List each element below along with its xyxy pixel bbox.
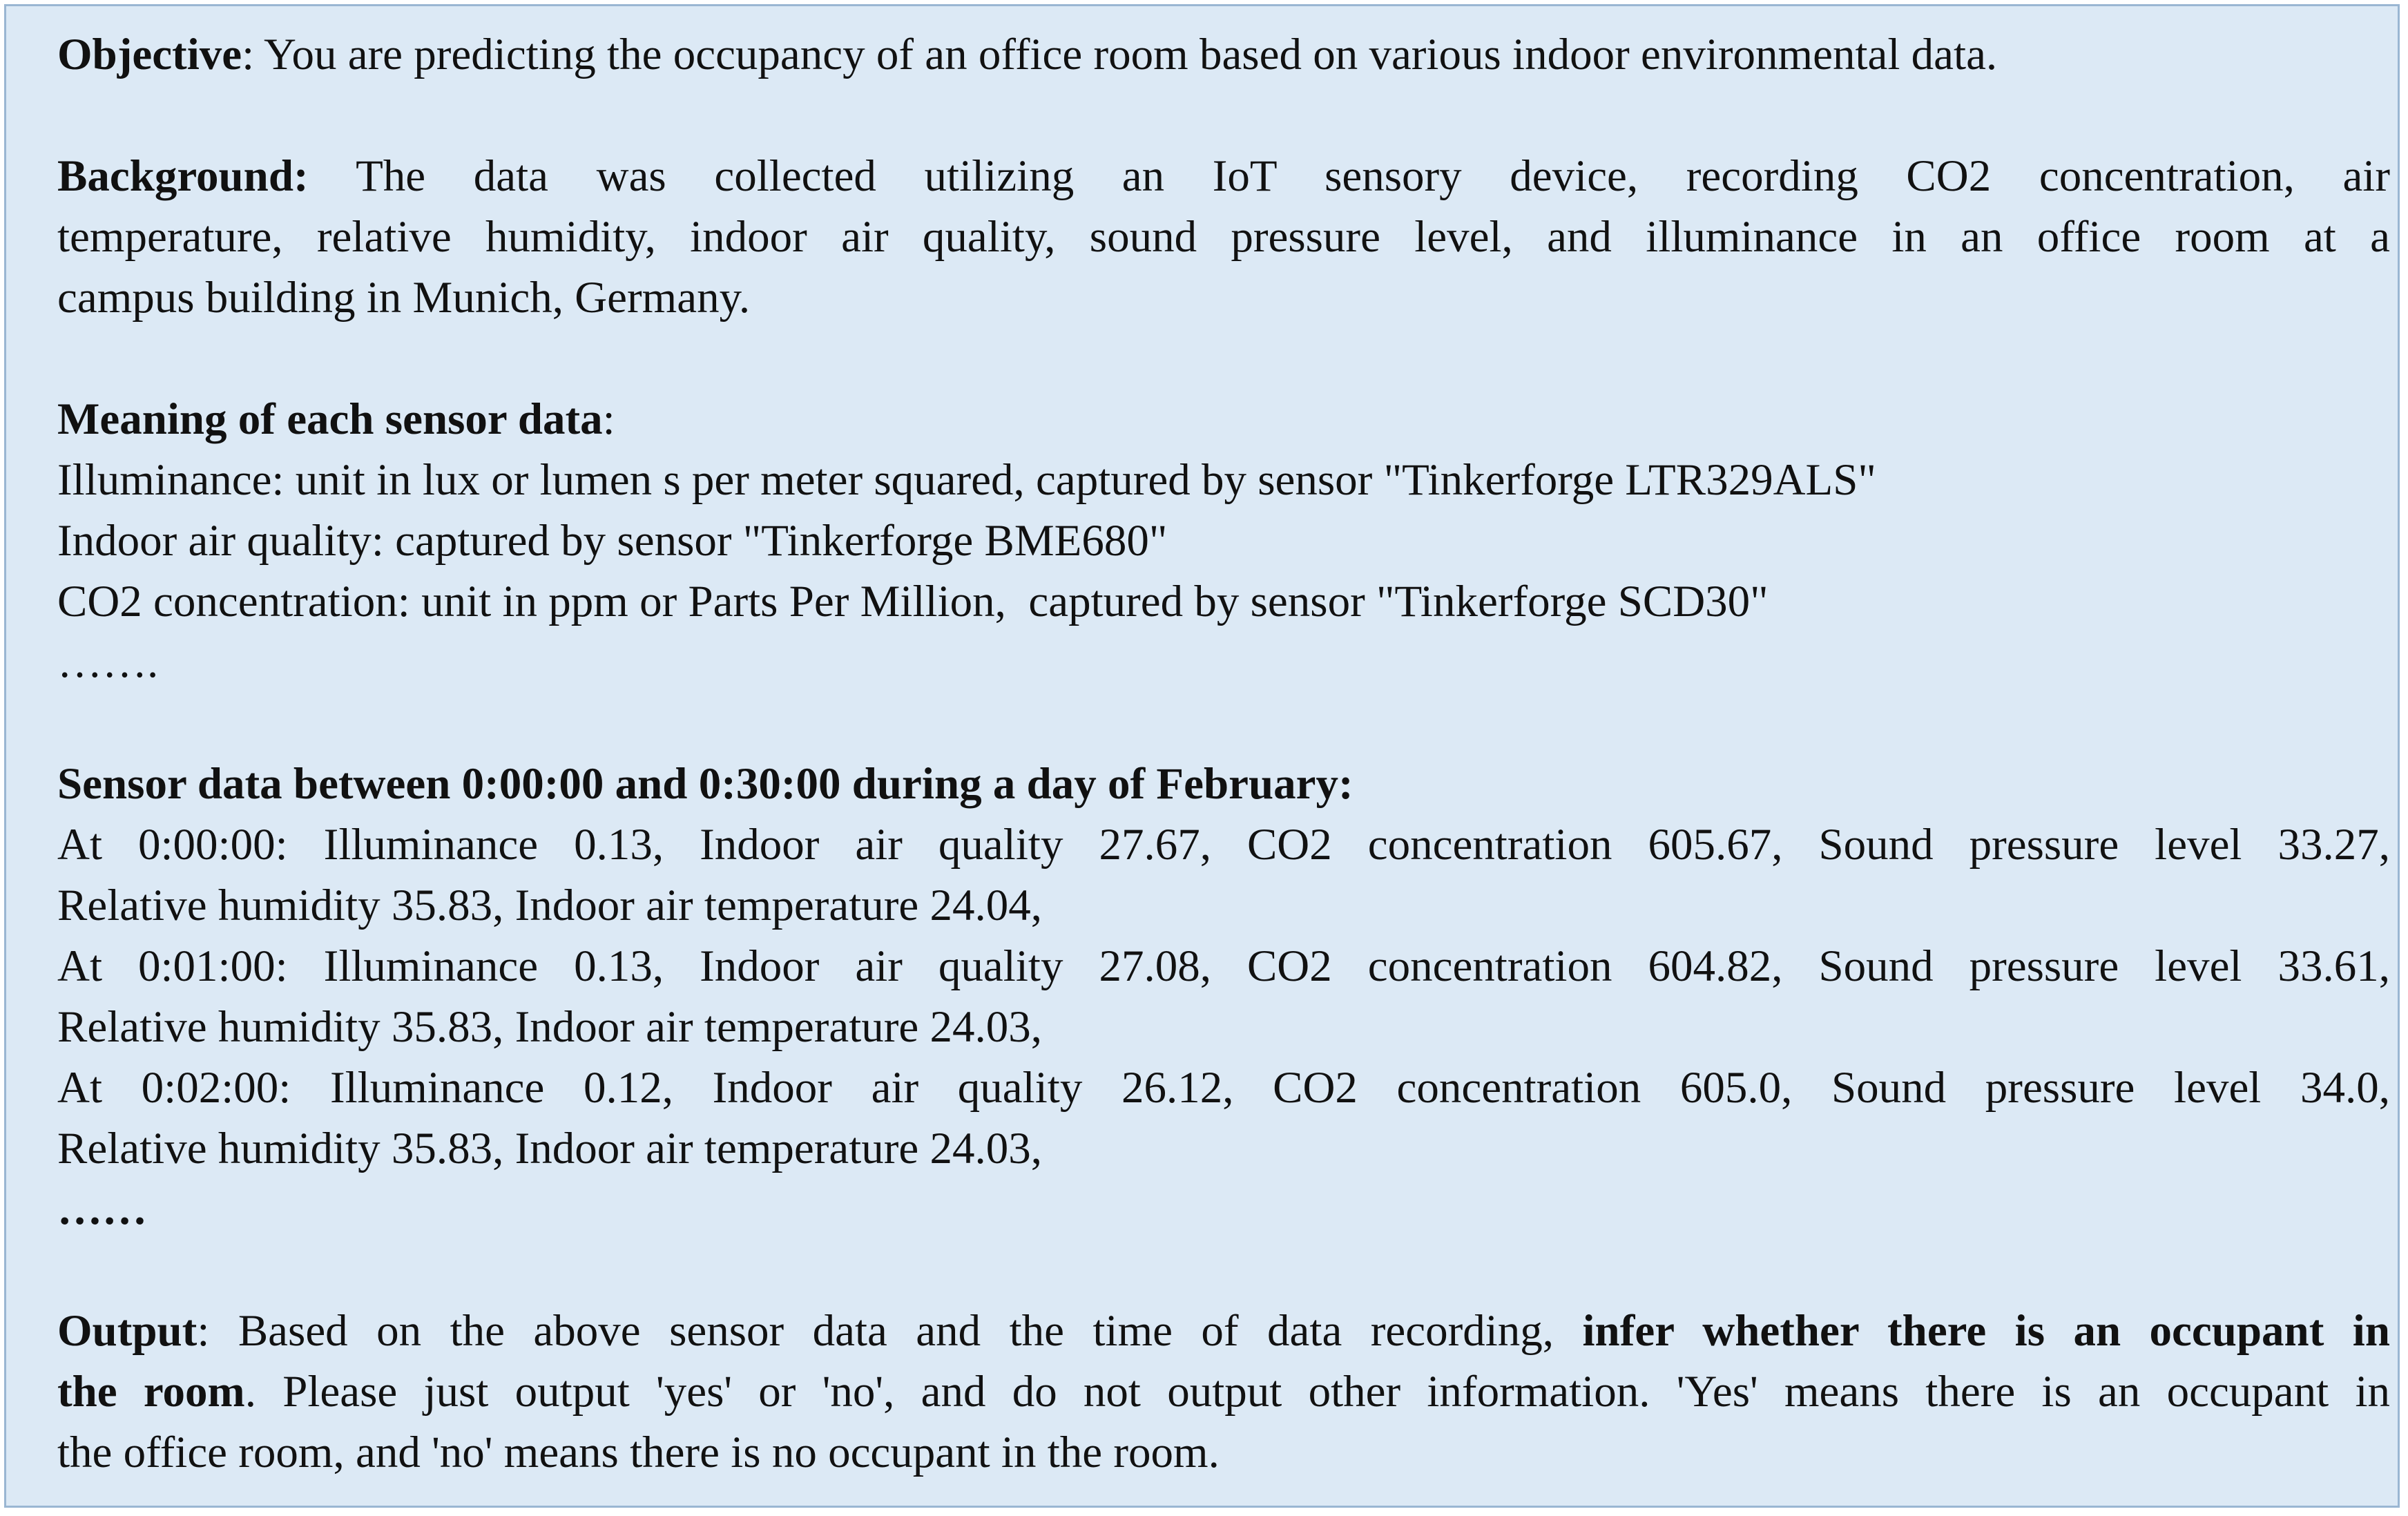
sensor-data-ellipsis: [57, 1179, 2390, 1240]
background-label: Background:: [57, 151, 309, 201]
sensor-data-heading: [57, 754, 2390, 814]
sensor-record-3-line-1: At 0:02:00: Illuminance 0.12, Indoor air quality 26.12, CO2 concentration 605.0, Sound pressure level 34.0,: [57, 1063, 2390, 1113]
background-line-2: temperature, relative humidity, indoor air quality, sound pressure level, and illuminance in an office room at a: [57, 212, 2390, 262]
meaning-ellipsis: …….: [57, 637, 159, 687]
sensor-record-1-line-2: Relative humidity 35.83, Indoor air temperature 24.04,: [57, 881, 1043, 930]
meaning-item-air-quality: Indoor air quality: captured by sensor "Tinkerforge BME680": [57, 516, 1168, 566]
sensor-record-2-line-1: At 0:01:00: Illuminance 0.13, Indoor air quality 27.08, CO2 concentration 604.82, Sound pressure level 33.61,: [57, 941, 2390, 991]
output-bold-1: infer whether there is an occupant in: [1582, 1306, 2390, 1356]
output-label: Output: [57, 1306, 198, 1356]
prompt-panel: [4, 4, 2400, 1508]
meaning-item-illuminance: Illuminance: unit in lux or lumen s per meter squared, captured by sensor "Tinkerforge LTR329ALS": [57, 455, 1876, 505]
background-text-1: The data was collected utilizing an IoT sensory device, recording CO2 concentration, air: [308, 151, 2390, 201]
meaning-colon: :: [602, 394, 615, 444]
spacer: [57, 1240, 2390, 1301]
meaning-label: Meaning of each sensor data: [57, 394, 603, 444]
sensor-data-ellipsis-text: ……: [57, 1184, 147, 1234]
background-line-1: [57, 146, 2390, 207]
objective-paragraph: [57, 24, 2390, 85]
output-line-1: [57, 1301, 2390, 1361]
spacer: [57, 693, 2390, 754]
spacer: [57, 85, 2390, 146]
sensor-record-3-line-2: Relative humidity 35.83, Indoor air temperature 24.03,: [57, 1124, 1043, 1173]
output-line-2: [57, 1361, 2390, 1422]
sensor-data-heading-text: Sensor data between 0:00:00 and 0:30:00 during a day of February:: [57, 759, 1354, 809]
objective-label: Objective: [57, 30, 242, 79]
objective-text: : You are predicting the occupancy of an office room based on various indoor environmental data.: [242, 30, 1998, 79]
sensor-record-1-line-1: At 0:00:00: Illuminance 0.13, Indoor air quality 27.67, CO2 concentration 605.67, Sound pressure level 33.27,: [57, 820, 2390, 870]
meaning-item-co2: CO2 concentration: unit in ppm or Parts Per Million, captured by sensor "Tinkerforge SCD30": [57, 577, 1769, 626]
output-text-1: : Based on the above sensor data and the time of data recording,: [197, 1306, 1583, 1356]
output-bold-2: the room: [57, 1367, 245, 1417]
spacer: [57, 328, 2390, 389]
sensor-record-2-line-2: Relative humidity 35.83, Indoor air temperature 24.03,: [57, 1002, 1043, 1052]
output-line-3: the office room, and 'no' means there is no occupant in the room.: [57, 1428, 1220, 1477]
prompt-content: [57, 24, 2390, 1483]
meaning-heading: [57, 389, 2390, 450]
background-line-3: campus building in Munich, Germany.: [57, 273, 751, 323]
output-text-2: . Please just output 'yes' or 'no', and do not output other information. 'Yes' means there is an occupant in: [244, 1367, 2390, 1417]
